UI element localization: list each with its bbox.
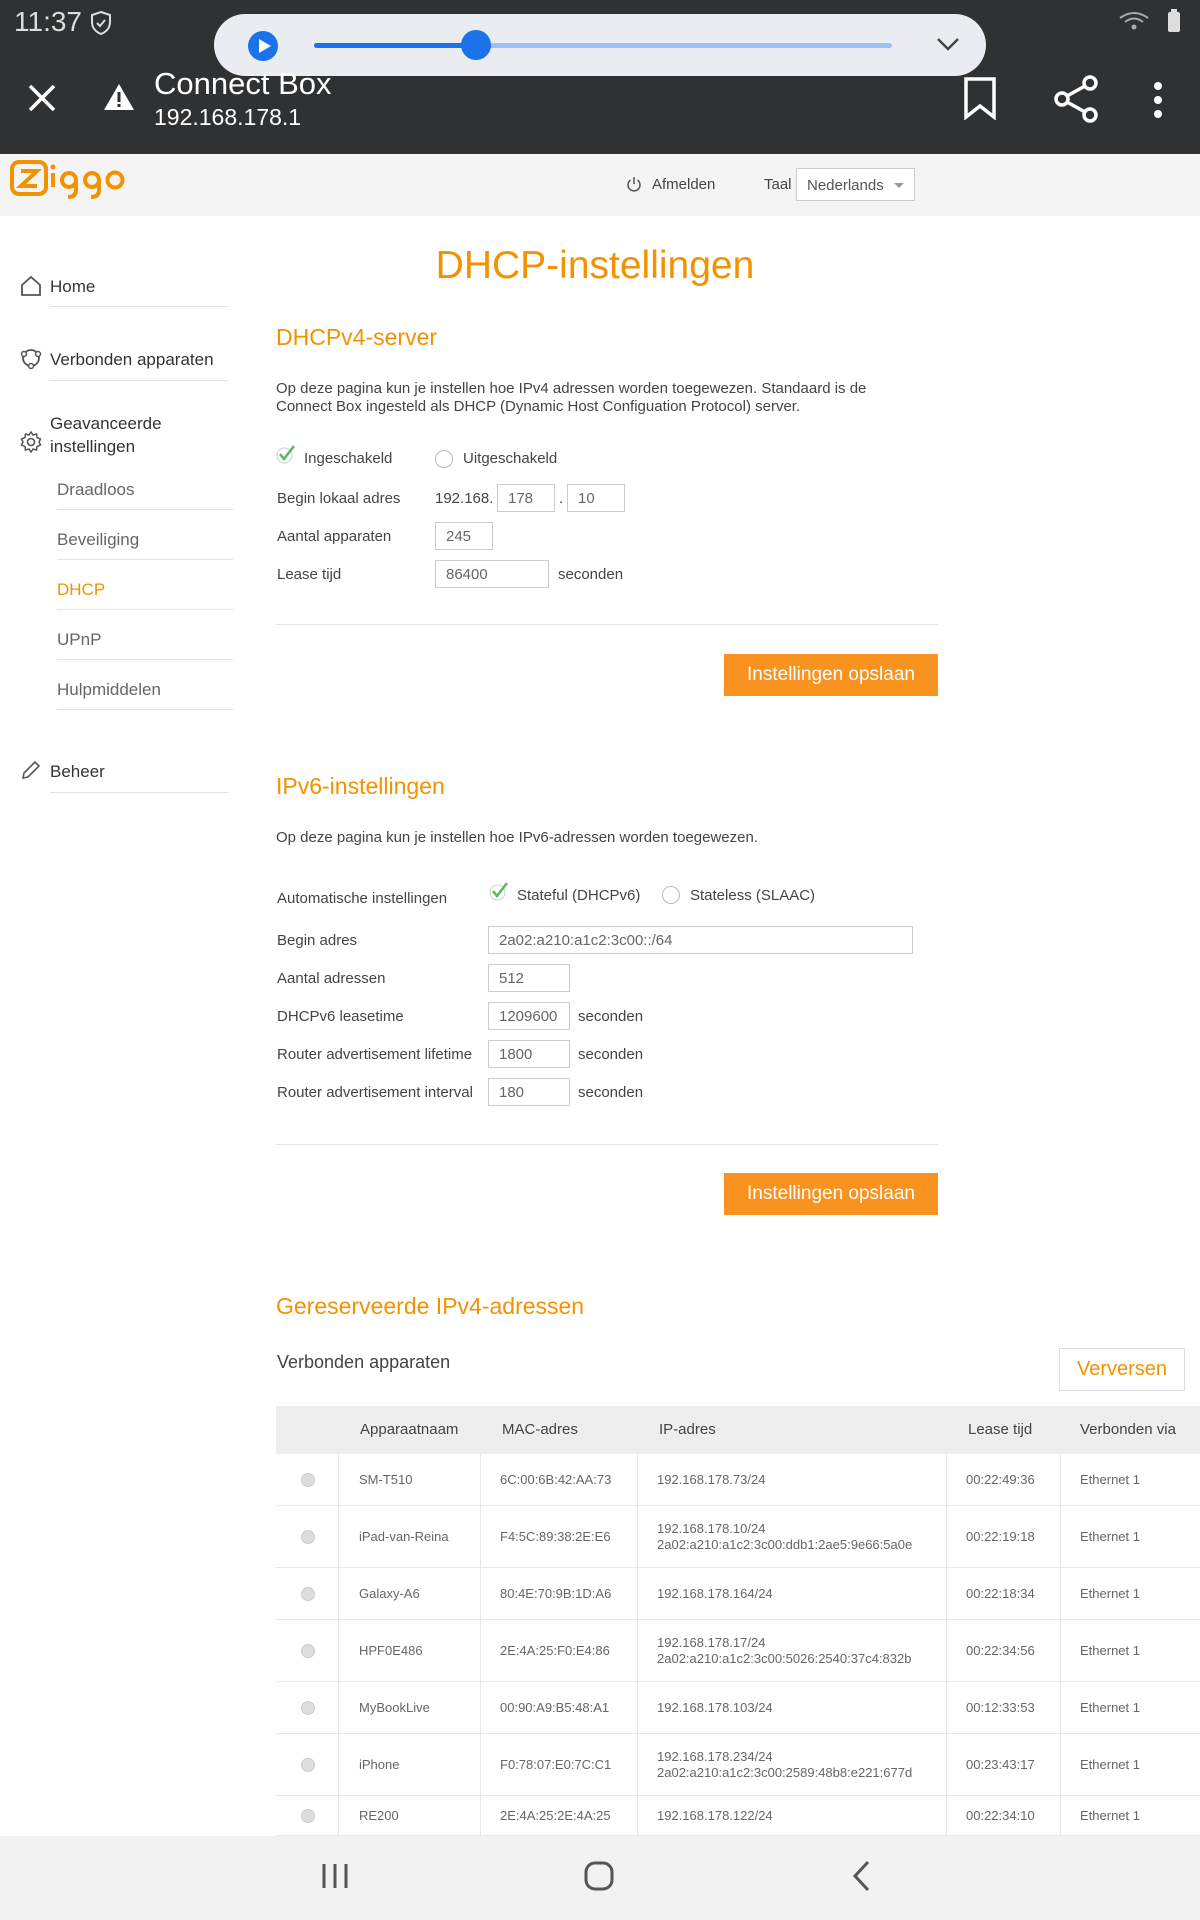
column-divider	[338, 1454, 339, 1506]
row-select-radio[interactable]	[301, 1809, 315, 1823]
column-divider	[946, 1454, 947, 1506]
column-divider	[480, 1682, 481, 1734]
ipv6-lease-label: DHCPv6 leasetime	[277, 1008, 404, 1025]
cell-via: Ethernet 1	[1080, 1529, 1140, 1544]
clock: 11:37	[14, 6, 82, 37]
lease-time-unit: seconden	[558, 566, 624, 583]
connected-devices-heading: Verbonden apparaten	[277, 1352, 451, 1372]
ra-lifetime-unit: seconden	[578, 1046, 644, 1063]
page-title-bar: Connect Box	[154, 66, 332, 101]
table-header-name: Apparaatnaam	[338, 1406, 480, 1454]
row-select-radio[interactable]	[301, 1758, 315, 1772]
column-divider	[480, 1568, 481, 1620]
lease-time-input[interactable]: 86400	[435, 560, 549, 588]
section-heading-ipv6: IPv6-instellingen	[276, 773, 445, 799]
recent-apps-icon[interactable]	[320, 1858, 350, 1894]
cell-ipv4: 192.168.178.234/24	[657, 1749, 773, 1764]
cell-mac: F0:78:07:E0:7C:C1	[500, 1757, 612, 1772]
cell-ipv4: 192.168.178.103/24	[657, 1700, 773, 1715]
section-heading-dhcpv4: DHCPv4-server	[276, 324, 438, 350]
url-text[interactable]: 192.168.178.1	[154, 104, 302, 130]
begin-address-dot: .	[559, 490, 564, 507]
cell-via: Ethernet 1	[1080, 1808, 1140, 1823]
cell-name: Galaxy-A6	[359, 1586, 420, 1601]
column-divider	[637, 1620, 638, 1682]
ipv6-lease-input[interactable]: 1209600	[488, 1002, 570, 1030]
divider	[57, 709, 233, 710]
shield-icon	[90, 10, 112, 36]
cell-lease: 00:22:19:18	[966, 1529, 1035, 1544]
column-divider	[338, 1506, 339, 1568]
divider	[276, 624, 938, 625]
cell-mac: 2E:4A:25:2E:4A:25	[500, 1808, 611, 1823]
cell-name: SM-T510	[359, 1472, 413, 1487]
media-seekbar-thumb[interactable]	[461, 30, 491, 60]
wifi-battery-icon	[1116, 8, 1186, 34]
column-divider	[946, 1682, 947, 1734]
cell-name: MyBookLive	[359, 1700, 430, 1715]
row-select-radio[interactable]	[301, 1587, 315, 1601]
stateless-label[interactable]: Stateless (SLAAC)	[690, 887, 816, 904]
column-divider	[1060, 1620, 1061, 1682]
cell-mac: 2E:4A:25:F0:E4:86	[500, 1643, 610, 1658]
dhcpv4-enabled-label[interactable]: Ingeschakeld	[304, 450, 393, 467]
ipv6-description: Op deze pagina kun je instellen hoe IPv6-adressen worden toegewezen.	[276, 829, 758, 846]
column-divider	[1060, 1568, 1061, 1620]
divider	[50, 306, 228, 307]
save-button-ipv6[interactable]: Instellingen opslaan	[724, 1173, 938, 1215]
column-divider	[946, 1506, 947, 1568]
language-select[interactable]: Nederlands	[796, 168, 915, 201]
cell-lease: 00:22:34:56	[966, 1643, 1035, 1658]
ipv6-count-input[interactable]: 512	[488, 964, 570, 992]
device-count-input[interactable]: 245	[435, 522, 493, 550]
back-icon[interactable]	[850, 1858, 872, 1894]
sidebar-subitem-draadloos[interactable]: Draadloos	[57, 480, 135, 499]
ra-lifetime-label: Router advertisement lifetime	[277, 1046, 473, 1063]
cell-mac: 80:4E:70:9B:1D:A6	[500, 1586, 612, 1601]
sidebar-subitem-beveiliging[interactable]: Beveiliging	[57, 530, 140, 549]
cell-via: Ethernet 1	[1080, 1472, 1140, 1487]
table-header-mac: MAC-adres	[480, 1406, 637, 1454]
media-seekbar-fill	[314, 43, 476, 48]
divider	[57, 659, 233, 660]
divider	[276, 1144, 938, 1145]
divider	[57, 509, 233, 510]
column-divider	[338, 1734, 339, 1796]
stateful-label[interactable]: Stateful (DHCPv6)	[517, 887, 641, 904]
row-select-radio[interactable]	[301, 1530, 315, 1544]
chevron-down-icon[interactable]	[936, 34, 960, 54]
lease-time-label: Lease tijd	[277, 566, 342, 583]
cell-mac: 00:90:A9:B5:48:A1	[500, 1700, 610, 1715]
cell-ipv4: 192.168.178.73/24	[657, 1472, 766, 1487]
column-divider	[946, 1620, 947, 1682]
language-label: Taal	[764, 176, 792, 193]
column-divider	[637, 1568, 638, 1620]
ziggo-logo	[10, 158, 126, 200]
home-icon	[19, 274, 43, 298]
section-heading-reserved: Gereserveerde IPv4-adressen	[276, 1293, 585, 1319]
bookmark-icon[interactable]	[962, 76, 998, 120]
column-divider	[1060, 1454, 1061, 1506]
column-divider	[480, 1734, 481, 1796]
column-divider	[1060, 1682, 1061, 1734]
table-header-lease: Lease tijd	[946, 1406, 1060, 1454]
cell-via: Ethernet 1	[1080, 1643, 1140, 1658]
cell-mac: F4:5C:89:38:2E:E6	[500, 1529, 611, 1544]
cell-lease: 00:23:43:17	[966, 1757, 1035, 1772]
device-count-label: Aantal apparaten	[277, 528, 392, 545]
column-divider	[480, 1620, 481, 1682]
cell-lease: 00:12:33:53	[966, 1700, 1035, 1715]
ra-interval-unit: seconden	[578, 1084, 644, 1101]
sidebar-advanced-line2: instellingen	[50, 437, 136, 456]
column-divider	[637, 1734, 638, 1796]
cell-ipv4: 192.168.178.10/24	[657, 1521, 766, 1536]
ra-interval-label: Router advertisement interval	[277, 1084, 473, 1101]
sidebar-item-connected-devices[interactable]: Verbonden apparaten	[50, 350, 214, 369]
column-divider	[637, 1796, 638, 1836]
column-divider	[946, 1734, 947, 1796]
cell-lease: 00:22:49:36	[966, 1472, 1035, 1487]
begin-octet3-input[interactable]: 178	[497, 484, 555, 512]
column-divider	[480, 1454, 481, 1506]
pencil-icon	[19, 758, 43, 782]
browser-toolbar	[0, 0, 1200, 154]
dhcpv4-description-line2: Connect Box ingesteld als DHCP (Dynamic Host Configuation Protocol) server.	[276, 398, 801, 415]
column-divider	[1060, 1506, 1061, 1568]
cell-ip	[657, 1521, 912, 1553]
table-header-ip: IP-adres	[637, 1406, 946, 1454]
begin-octet4-input[interactable]: 10	[567, 484, 625, 512]
dhcpv4-disabled-label[interactable]: Uitgeschakeld	[463, 450, 558, 467]
sidebar-item-advanced[interactable]	[50, 414, 162, 457]
column-divider	[1060, 1734, 1061, 1796]
column-divider	[1060, 1796, 1061, 1836]
page-title: DHCP-instellingen	[435, 244, 755, 287]
cell-ipv6: 2a02:a210:a1c2:3c00:ddb1:2ae5:9e66:5a0e	[657, 1537, 913, 1552]
save-button-dhcpv4[interactable]: Instellingen opslaan	[724, 654, 938, 696]
logout-label: Afmelden	[652, 176, 716, 193]
ra-lifetime-input[interactable]: 1800	[488, 1040, 570, 1068]
sidebar-subitem-upnp[interactable]: UPnP	[57, 630, 102, 649]
cell-ip	[657, 1472, 765, 1488]
ipv6-begin-input[interactable]: 2a02:a210:a1c2:3c00::/64	[488, 926, 913, 954]
cell-ipv4: 192.168.178.164/24	[657, 1586, 773, 1601]
column-divider	[946, 1796, 947, 1836]
row-select-radio[interactable]	[301, 1473, 315, 1487]
auto-settings-label: Automatische instellingen	[277, 890, 448, 907]
ipv6-begin-label: Begin adres	[277, 932, 358, 949]
dhcpv4-description	[276, 380, 866, 416]
cell-name: RE200	[359, 1808, 399, 1823]
cell-name: iPad-van-Reina	[359, 1529, 449, 1544]
column-divider	[637, 1682, 638, 1734]
column-divider	[338, 1682, 339, 1734]
column-divider	[637, 1506, 638, 1568]
refresh-button[interactable]: Verversen	[1059, 1348, 1185, 1391]
divider	[57, 559, 233, 560]
stateful-check-icon[interactable]	[489, 881, 509, 901]
cell-via: Ethernet 1	[1080, 1586, 1140, 1601]
begin-address-prefix: 192.168.	[435, 490, 494, 507]
cell-via: Ethernet 1	[1080, 1700, 1140, 1715]
column-divider	[637, 1454, 638, 1506]
more-vert-icon[interactable]	[1150, 80, 1166, 120]
cell-mac: 6C:00:6B:42:AA:73	[500, 1472, 612, 1487]
sidebar-subitem-dhcp[interactable]: DHCP	[57, 580, 106, 599]
sidebar-item-home[interactable]: Home	[50, 277, 96, 296]
cell-ip	[657, 1749, 912, 1781]
cell-ip	[657, 1586, 773, 1602]
media-seekbar[interactable]	[314, 43, 892, 48]
ipv6-lease-unit: seconden	[578, 1008, 644, 1025]
cell-lease: 00:22:34:10	[966, 1808, 1035, 1823]
column-divider	[480, 1796, 481, 1836]
divider	[50, 380, 228, 381]
cell-ip	[657, 1808, 773, 1824]
cell-name: HPF0E486	[359, 1643, 423, 1658]
divider	[57, 609, 233, 610]
cell-lease: 00:22:18:34	[966, 1586, 1035, 1601]
gear-icon	[19, 430, 43, 454]
table-header-select	[276, 1406, 338, 1454]
home-button-icon[interactable]	[582, 1858, 616, 1894]
cell-ip	[657, 1635, 911, 1667]
dhcpv4-description-line1: Op deze pagina kun je instellen hoe IPv4 adressen worden toegewezen. Standaard is de	[276, 380, 867, 397]
devices-icon	[19, 346, 43, 370]
cell-name: iPhone	[359, 1757, 400, 1772]
column-divider	[338, 1796, 339, 1836]
power-icon	[626, 176, 642, 192]
column-divider	[946, 1568, 947, 1620]
cell-ipv6: 2a02:a210:a1c2:3c00:2589:48b8:e221:677d	[657, 1765, 913, 1780]
sidebar-advanced-line1: Geavanceerde	[50, 414, 162, 433]
begin-address-label: Begin lokaal adres	[277, 490, 401, 507]
warning-icon[interactable]	[103, 82, 135, 112]
divider	[50, 792, 228, 793]
table-header-via: Verbonden via	[1060, 1406, 1200, 1454]
cell-ipv6: 2a02:a210:a1c2:3c00:5026:2540:37c4:832b	[657, 1651, 912, 1666]
row-select-radio[interactable]	[301, 1644, 315, 1658]
stateless-radio[interactable]	[662, 886, 680, 904]
cell-ip	[657, 1700, 773, 1716]
column-divider	[480, 1506, 481, 1568]
row-select-radio[interactable]	[301, 1701, 315, 1715]
sidebar-subitem-hulpmiddelen[interactable]: Hulpmiddelen	[57, 680, 161, 699]
router-header	[0, 154, 1200, 216]
column-divider	[338, 1620, 339, 1682]
column-divider	[338, 1568, 339, 1620]
play-button[interactable]	[248, 31, 278, 61]
dhcpv4-disabled-radio[interactable]	[435, 450, 453, 468]
close-icon[interactable]	[26, 82, 58, 114]
cell-ipv4: 192.168.178.122/24	[657, 1808, 773, 1823]
ipv6-count-label: Aantal adressen	[277, 970, 386, 987]
sidebar-item-beheer[interactable]: Beheer	[50, 762, 105, 781]
share-icon[interactable]	[1052, 74, 1100, 124]
logout-link[interactable]	[626, 176, 715, 193]
cell-via: Ethernet 1	[1080, 1757, 1140, 1772]
enabled-check-icon[interactable]	[276, 444, 296, 464]
cell-ipv4: 192.168.178.17/24	[657, 1635, 766, 1650]
ra-interval-input[interactable]: 180	[488, 1078, 570, 1106]
